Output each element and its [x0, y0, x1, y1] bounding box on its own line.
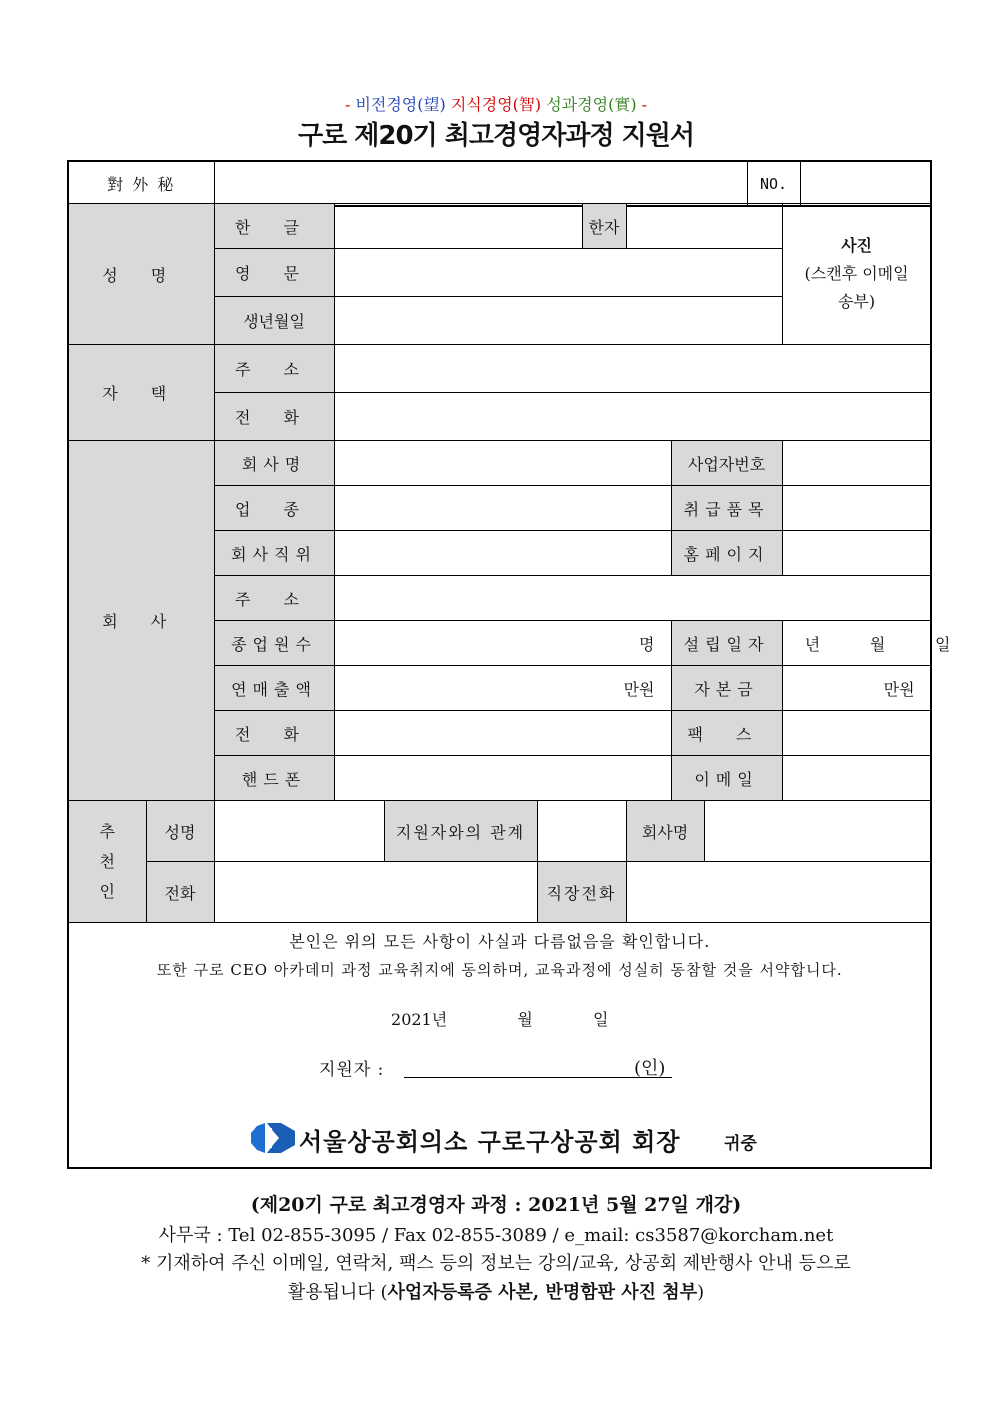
- company-phone-field[interactable]: [334, 711, 671, 756]
- applicant-signature-field[interactable]: [404, 1077, 672, 1078]
- notice-attachments: 사업자등록증 사본, 반명함판 사진 첨부: [387, 1282, 698, 1303]
- home-address-label: 주 소: [214, 345, 334, 393]
- notice-line-1: * 기재하여 주신 이메일, 연락처, 팩스 등의 정보는 강의/교육, 상공회 제반행사 안내 등으로: [141, 1253, 851, 1274]
- honorific: 귀중: [724, 1134, 757, 1154]
- biz-number-label: 사업자번호: [671, 441, 782, 486]
- industry-field[interactable]: [334, 486, 671, 531]
- homepage-field[interactable]: [782, 531, 931, 576]
- referrer-label-2: 천: [99, 851, 115, 871]
- hangul-label: 한 글: [214, 204, 334, 249]
- email-label: 이메일: [671, 756, 782, 801]
- position-field[interactable]: [334, 531, 671, 576]
- page-title: 구로 제20기 최고경영자과정 지원서: [298, 121, 694, 151]
- seal-label: (인): [634, 1058, 666, 1079]
- application-form-table: [67, 203, 951, 1169]
- mobile-field[interactable]: [334, 756, 671, 801]
- industry-label: 업 종: [214, 486, 334, 531]
- fax-field[interactable]: [782, 711, 931, 756]
- home-address-field[interactable]: [334, 345, 931, 393]
- biz-number-field[interactable]: [782, 441, 931, 486]
- position-label: 회사직위: [214, 531, 334, 576]
- home-group-label: 자 택: [68, 345, 214, 441]
- subtitle: [0, 92, 992, 115]
- referrer-label-3: 인: [99, 881, 115, 901]
- referrer-company-label: 회사명: [626, 801, 704, 862]
- mobile-label: 핸드폰: [214, 756, 334, 801]
- photo-note-1: (스캔후 이메일: [804, 264, 909, 283]
- subtitle-dash-right: -: [636, 95, 648, 114]
- items-label: 취급품목: [671, 486, 782, 531]
- subtitle-result: 성과경영(實): [546, 95, 637, 114]
- founded-month: 월: [869, 634, 886, 654]
- referrer-name-label: 성명: [146, 801, 214, 862]
- items-field[interactable]: [782, 486, 931, 531]
- date-year: 2021년: [391, 1010, 448, 1029]
- company-name-field[interactable]: [334, 441, 671, 486]
- referrer-phone-field[interactable]: [214, 862, 537, 923]
- fax-label: 팩 스: [671, 711, 782, 756]
- english-name-field[interactable]: [334, 249, 782, 297]
- employees-label: 종업원수: [214, 621, 334, 666]
- english-label: 영 문: [214, 249, 334, 297]
- home-phone-field[interactable]: [334, 393, 931, 441]
- company-name-label: 회사명: [214, 441, 334, 486]
- referrer-name-field[interactable]: [214, 801, 384, 862]
- contact-info: 사무국 : Tel 02-855-3095 / Fax 02-855-3089 / e_mail: cs3587@korcham.net: [158, 1225, 834, 1246]
- chamber-logo-icon: [251, 1123, 295, 1153]
- employees-field[interactable]: 명: [334, 621, 671, 666]
- date-day: 일: [593, 1010, 609, 1029]
- work-phone-field[interactable]: [626, 862, 931, 923]
- subtitle-dash-left: -: [344, 95, 356, 114]
- hanja-label: 한자: [582, 204, 626, 249]
- org-name: 서울상공회의소 구로구상공회 회장: [299, 1127, 681, 1156]
- founded-year: 년: [804, 634, 821, 654]
- no-label: NO.: [747, 161, 800, 206]
- relation-label: 지원자와의 관계: [384, 801, 537, 862]
- subtitle-knowledge: 지식경영(智): [450, 95, 542, 114]
- top-blank-field[interactable]: [214, 161, 747, 206]
- course-info: (제20기 구로 최고경영자 과정 : 2021년 5월 27일 개강): [250, 1194, 742, 1216]
- company-address-field[interactable]: [334, 576, 931, 621]
- founded-day: 일: [934, 634, 951, 654]
- founded-field[interactable]: [782, 621, 951, 666]
- no-field[interactable]: [800, 161, 931, 206]
- date-line: [69, 1007, 931, 1030]
- home-phone-label: 전 화: [214, 393, 334, 441]
- notice-line-2: [0, 1278, 992, 1304]
- referrer-label-1: 추: [99, 821, 115, 841]
- birth-label: 생년월일: [214, 297, 334, 345]
- name-group-label: 성 명: [68, 204, 214, 345]
- company-group-label: 회 사: [68, 441, 214, 801]
- photo-label: 사진: [841, 236, 872, 255]
- declaration-line-1: 본인은 위의 모든 사항이 사실과 다름없음을 확인합니다.: [289, 932, 711, 951]
- photo-note-2: 송부): [837, 292, 876, 311]
- capital-label: 자본금: [671, 666, 782, 711]
- notice-line-2-prefix: 활용됩니다 (: [287, 1282, 388, 1303]
- company-phone-label: 전 화: [214, 711, 334, 756]
- declaration-box: [68, 923, 931, 1169]
- date-month: 월: [517, 1010, 533, 1029]
- capital-field[interactable]: 만원: [782, 666, 931, 711]
- hangul-name-field[interactable]: [334, 204, 582, 249]
- email-field[interactable]: [782, 756, 931, 801]
- homepage-label: 홈페이지: [671, 531, 782, 576]
- company-address-label: 주 소: [214, 576, 334, 621]
- photo-box[interactable]: [782, 204, 931, 345]
- founded-label: 설립일자: [671, 621, 782, 666]
- sales-field[interactable]: 만원: [334, 666, 671, 711]
- hanja-name-field[interactable]: [626, 204, 782, 249]
- referrer-group-label: [68, 801, 146, 923]
- referrer-company-field[interactable]: [704, 801, 931, 862]
- relation-field[interactable]: [537, 801, 626, 862]
- confidential-label: 對 外 秘: [68, 161, 214, 206]
- declaration-line-2: 또한 구로 CEO 아카데미 과정 교육취지에 동의하며, 교육과정에 성실히 동참할 것을 서약합니다.: [156, 961, 843, 979]
- sales-label: 연매출액: [214, 666, 334, 711]
- applicant-label: 지원자 :: [319, 1060, 385, 1080]
- referrer-phone-label: 전화: [146, 862, 214, 923]
- notice-line-2-suffix: ): [697, 1282, 705, 1303]
- birth-date-field[interactable]: [334, 297, 782, 345]
- top-row-table: [67, 160, 932, 207]
- subtitle-vision: 비전경영(望): [355, 95, 446, 114]
- work-phone-label: 직장전화: [537, 862, 626, 923]
